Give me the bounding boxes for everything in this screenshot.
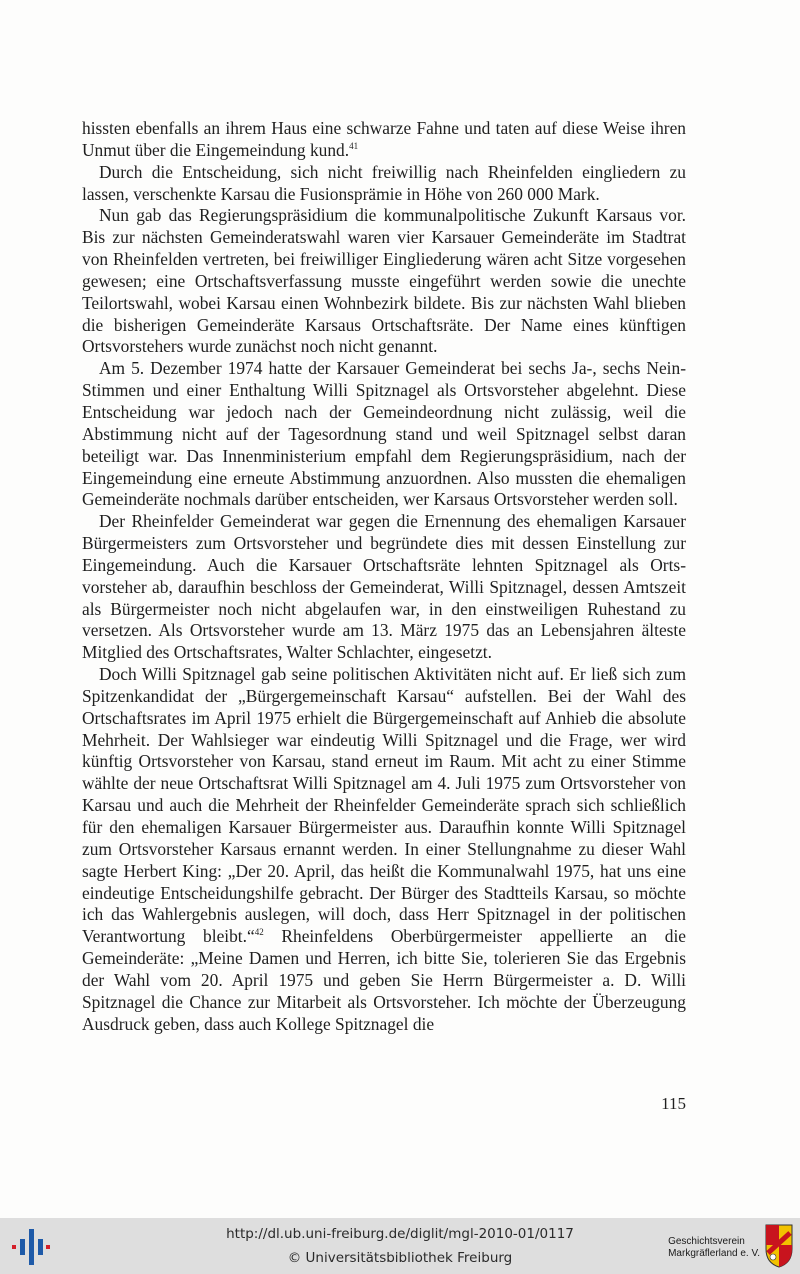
permalink-url[interactable]: http://dl.ub.uni-freiburg.de/diglit/mgl-2010-01/0117 [226, 1226, 574, 1242]
footnote-ref-42: 42 [254, 927, 264, 938]
society-name[interactable] [668, 1236, 760, 1260]
paragraph-6: Doch Willi Spitznagel gab seine politischen Aktivitäten nicht auf. Er ließ sich zum Spitzenkandidat der „Bürgergemeinschaft Karsau“ aufstellen. Bei der Wahl des Ortschaftsrates im April 1975 erhielt die Bürgergemeinschaft auf Anhieb die absolute Mehrheit. Der Wahlsieger war eindeutig Willi Spitznagel und die Frage, wer wird künftig Ortsvorsteher von Karsau, stand erneut im Raum. Mit acht zu einer Stimme wählte der neue Ortschaftsrat Willi Spitznagel am 4. Juli 1975 zum Ortsvorsteher von Karsau und auch die Mehrheit der Rheinfelder Gemeinderäte sprach sich schließlich für den ehemaligen Karsauer Bürgermeister aus. Daraufhin konnte Willi Spitznagel zum Ortsvorsteher Karsaus ernannt werden. In einer Stellungnahme zu dieser Wahl sagte Herbert King: „Der 20. April, das heißt die Kommunalwahl 1975, hat uns eine eindeutige Entscheidungshilfe gebracht. Der Bürger des Stadtteils Karsau, so möchte ich das Wahlergebnis auslegen, will doch, dass Herr Spitznagel in der politischen Verantwortung bleibt.“$^{42}$ Rheinfeldens Oberbürgermeister appellierte an die Gemeinderäte: „Meine Damen und Herren, ich bitte Sie, tolerieren Sie das Ergebnis der Wahl vom 20. April 1975 und geben Sie Herrn Bürgermeister a. D. Willi Spitznagel die Chance zur Mitarbeit als Ortsvorsteher. Ich möchte der Überzeugung Ausdruck geben, dass auch Kollege Spitznagel die [82, 664, 686, 1034]
footnote-ref-41: 41 [349, 140, 359, 151]
society-name-line-2: Markgräflerland e. V. [668, 1248, 760, 1259]
body-text [82, 118, 686, 1035]
paragraph-1: hissten ebenfalls an ihrem Haus eine schwarze Fahne und taten auf diese Weise ihren Unmut über die Eingemeindung kund.$^{41}$ [82, 118, 686, 160]
viewer-footer [0, 1218, 800, 1274]
paragraph-5: Der Rheinfelder Gemeinderat war gegen die Ernennung des ehemaligen Karsauer Bürgermeisters zum Ortsvorsteher und begründete dies mit dessen Einstellung zur Eingemeindung. Auch die Karsauer Ortschaftsräte lehnten Spitznagel als Ortsvorsteher ab, daraufhin beschloss der Gemeinderat, Willi Spitznagel, dessen Amtszeit als Bürgermeister noch nicht abgelaufen war, in den einstweiligen Ruhestand zu versetzen. Als Ortsvorsteher wurde am 13. März 1975 das an Lebensjahren älteste Mitglied des Ortschaftsrates, Walter Schlachter, eingesetzt. [82, 511, 686, 663]
coat-of-arms-icon[interactable] [764, 1223, 794, 1269]
paragraph-2: Durch die Entscheidung, sich nicht freiwillig nach Rheinfelden eingliedern zu lassen, verschenkte Karsau die Fusionsprämie in Höhe von 260 000 Mark. [82, 161, 686, 204]
copyright-notice: © Universitätsbibliothek Freiburg [287, 1250, 513, 1266]
paragraph-3: Nun gab das Regierungspräsidium die kommunalpolitische Zukunft Karsaus vor. Bis zur nächsten Gemeinderatswahl waren vier Karsauer Gemeinderäte im Stadtrat von Rheinfelden vertreten, bei freiwilliger Eingliederung wären acht Sitze vorgesehen gewesen; eine Ortschaftsverfassung musste eingeführt werden sowie die unechte Teilortswahl, wobei Karsau einen Wohnbezirk bildete. Bis zur nächsten Wahl blieben die bisherigen Gemeinderäte Karsaus Ortschaftsräte. Der Name eines künftigen Ortsvorstehers wurde zunächst noch nicht genannt. [82, 205, 686, 357]
page-number: 115 [661, 1094, 686, 1113]
paragraph-4: Am 5. Dezember 1974 hatte der Karsauer Gemeinderat bei sechs Ja-, sechs Nein-Stimmen und einer Enthaltung Willi Spitznagel als Ortsvorsteher abgelehnt. Diese Entscheidung war jedoch nach der Gemeindeordnung nicht zulässig, weil die Abstimmung nicht auf der Tagesordnung stand und weil Spitznagel selbst daran beteiligt war. Das Innenministerium empfahl dem Regierungspräsidium, nach der Eingemeindung eine erneute Abstimmung anzuordnen. Also mussten die ehemaligen Gemeinderäte nochmals darüber entscheiden, wer Karsaus Ortsvorsteher werden soll. [82, 358, 686, 510]
society-name-line-1: Geschichtsverein [668, 1236, 745, 1247]
